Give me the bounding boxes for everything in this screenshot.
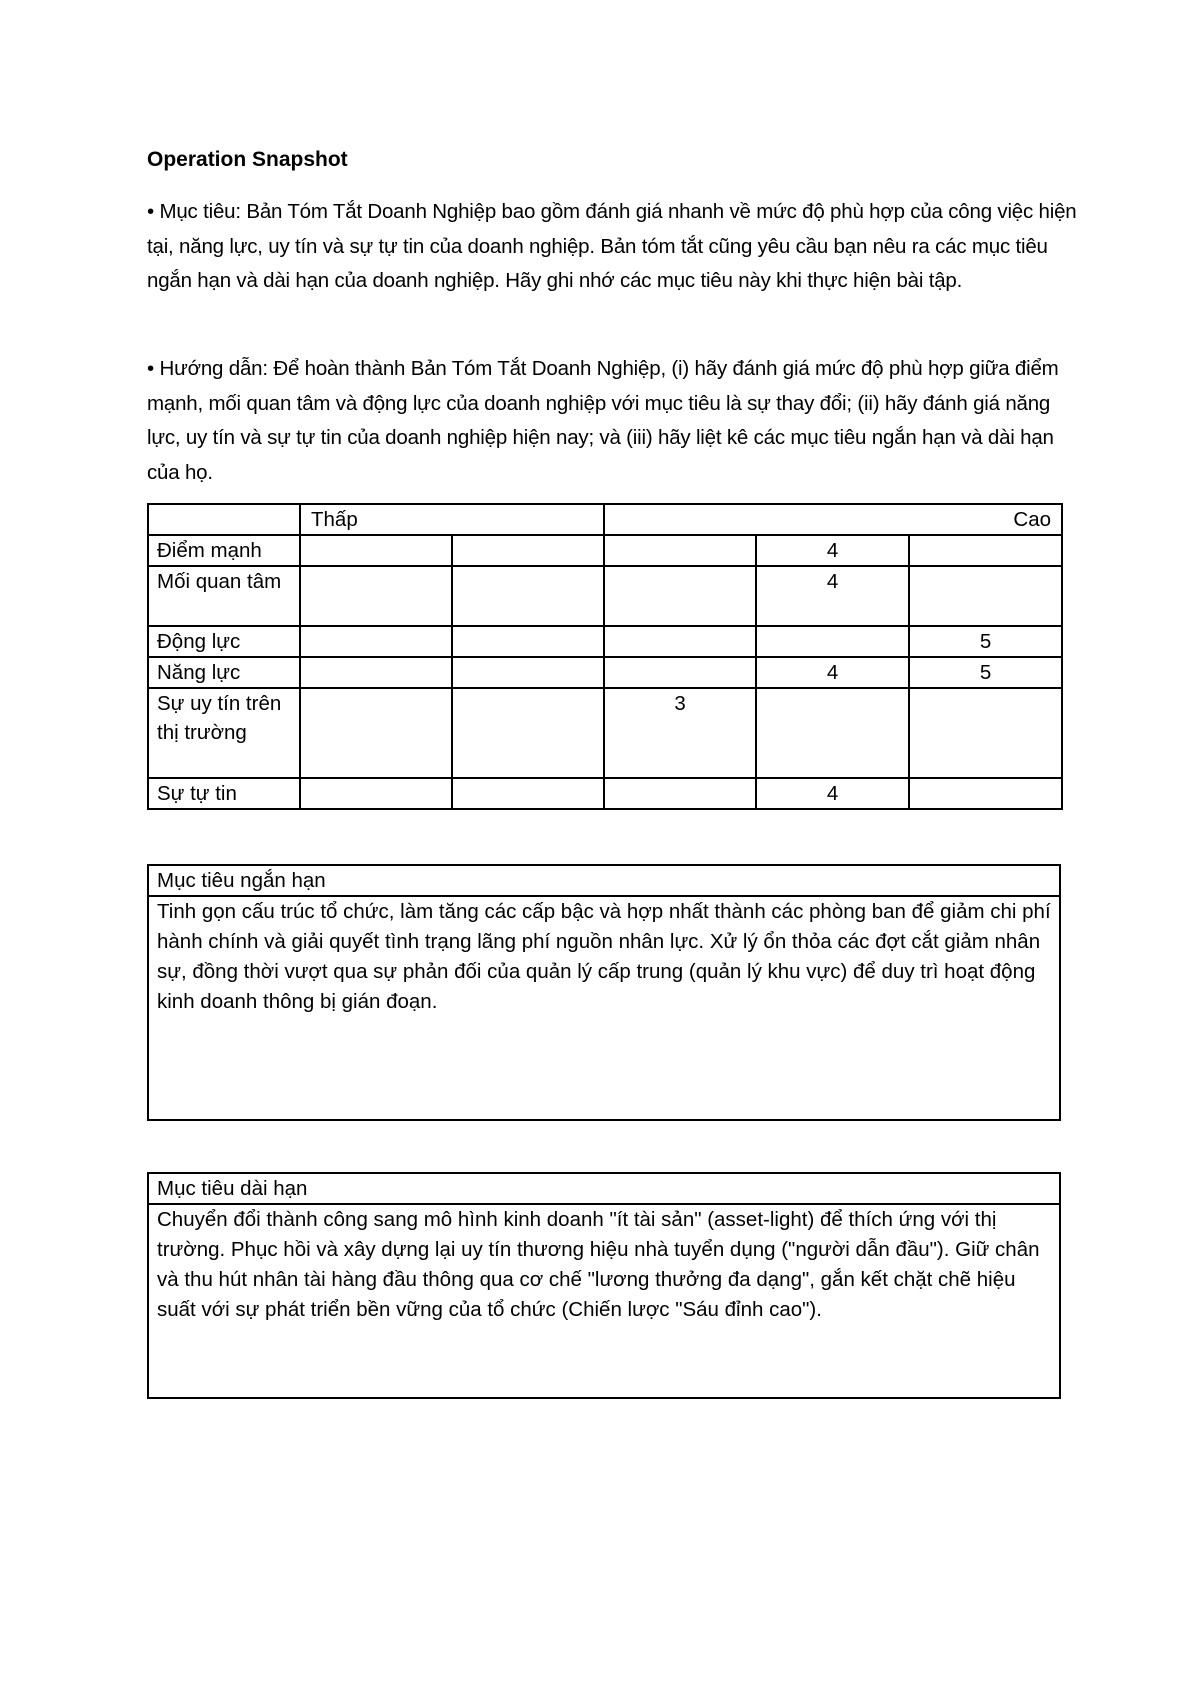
- rating-cell: [300, 778, 452, 809]
- rating-cell: [604, 778, 756, 809]
- scale-high-label: Cao: [604, 504, 1062, 535]
- scale-header-row: [148, 504, 1062, 535]
- rating-cell: 4: [756, 566, 909, 626]
- table-row: [148, 778, 1062, 809]
- rating-cell: [909, 566, 1062, 626]
- rating-cell: [300, 535, 452, 566]
- long-term-text: Chuyển đổi thành công sang mô hình kinh doanh "ít tài sản" (asset-light) để thích ứng với thị trường. Phục hồi và xây dựng lại uy tín thương hiệu nhà tuyển dụng ("người dẫn đầu"). Giữ chân và thu hút nhân tài hàng đầu thông qua cơ chế "lương thưởng đa dạng", gắn kết chặt chẽ hiệu suất với sự phát triển bền vững của tổ chức (Chiến lược "Sáu đỉnh cao").: [148, 1204, 1060, 1398]
- rating-cell: [909, 535, 1062, 566]
- rating-cell: [452, 566, 604, 626]
- table-row: [148, 566, 1062, 626]
- rating-cell: [909, 778, 1062, 809]
- rating-cell: [452, 626, 604, 657]
- table-row: [148, 626, 1062, 657]
- long-term-heading: Mục tiêu dài hạn: [148, 1173, 1060, 1204]
- objective-paragraph: • Mục tiêu: Bản Tóm Tắt Doanh Nghiệp bao gồm đánh giá nhanh về mức độ phù hợp của công việc hiện tại, năng lực, uy tín và sự tự tin của doanh nghiệp. Bản tóm tắt cũng yêu cầu bạn nêu ra các mục tiêu ngắn hạn và dài hạn của doanh nghiệp. Hãy ghi nhớ các mục tiêu này khi thực hiện bài tập.: [147, 200, 1077, 292]
- rating-cell: 4: [756, 778, 909, 809]
- rating-cell: [604, 535, 756, 566]
- row-label: Sự uy tín trên thị trường: [148, 688, 300, 778]
- rating-cell: [604, 657, 756, 688]
- short-term-goals-box: [147, 864, 1061, 1121]
- scale-low-label: Thấp: [300, 504, 604, 535]
- header-blank-cell: [148, 504, 300, 535]
- rating-cell: 3: [604, 688, 756, 778]
- row-label: Sự tự tin: [148, 778, 300, 809]
- row-label: Điểm mạnh: [148, 535, 300, 566]
- rating-cell: 5: [909, 626, 1062, 657]
- row-label: Mối quan tâm: [148, 566, 300, 626]
- table-row: [148, 535, 1062, 566]
- rating-cell: [604, 626, 756, 657]
- rating-cell: [756, 688, 909, 778]
- rating-cell: [909, 688, 1062, 778]
- row-label: Năng lực: [148, 657, 300, 688]
- rating-table: [147, 503, 1063, 810]
- rating-cell: [452, 657, 604, 688]
- rating-cell: [604, 566, 756, 626]
- short-term-text: Tinh gọn cấu trúc tổ chức, làm tăng các cấp bậc và hợp nhất thành các phòng ban để giảm chi phí hành chính và giải quyết tình trạng lãng phí nguồn nhân lực. Xử lý ổn thỏa các đợt cắt giảm nhân sự, đồng thời vượt qua sự phản đối của quản lý cấp trung (quản lý khu vực) để duy trì hoạt động kinh doanh thông bị gián đoạn.: [148, 896, 1060, 1120]
- table-row: [148, 657, 1062, 688]
- rating-cell: [300, 657, 452, 688]
- table-row: [148, 688, 1062, 778]
- rating-cell: 4: [756, 657, 909, 688]
- page-title: Operation Snapshot: [147, 148, 348, 171]
- rating-cell: [452, 778, 604, 809]
- rating-cell: [452, 535, 604, 566]
- rating-cell: [300, 566, 452, 626]
- rating-cell: [300, 688, 452, 778]
- rating-cell: 5: [909, 657, 1062, 688]
- row-label: Động lực: [148, 626, 300, 657]
- long-term-goals-box: [147, 1172, 1061, 1399]
- rating-cell: 4: [756, 535, 909, 566]
- instructions-paragraph: • Hướng dẫn: Để hoàn thành Bản Tóm Tắt Doanh Nghiệp, (i) hãy đánh giá mức độ phù hợp giữa điểm mạnh, mối quan tâm và động lực của doanh nghiệp với mục tiêu là sự thay đổi; (ii) hãy đánh giá năng lực, uy tín và sự tự tin của doanh nghiệp hiện nay; và (iii) hãy liệt kê các mục tiêu ngắn hạn và dài hạn của họ.: [147, 357, 1059, 484]
- rating-cell: [756, 626, 909, 657]
- rating-cell: [300, 626, 452, 657]
- short-term-heading: Mục tiêu ngắn hạn: [148, 865, 1060, 896]
- rating-cell: [452, 688, 604, 778]
